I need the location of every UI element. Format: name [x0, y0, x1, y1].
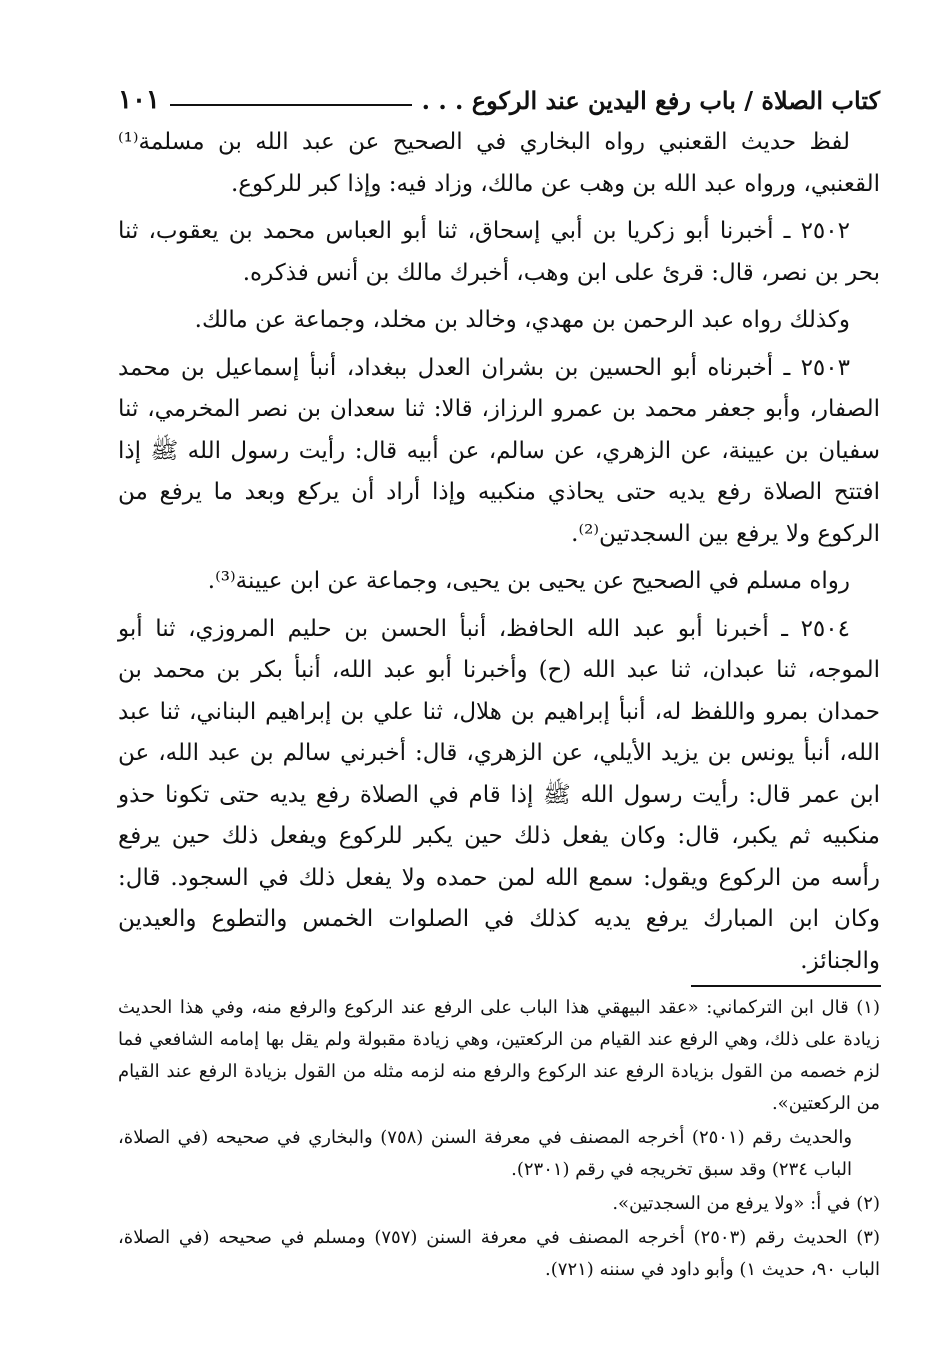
footnotes — [118, 992, 880, 1288]
page-number: ١٠١ — [118, 85, 160, 115]
footnote-1: (١) قال ابن التركماني: «عقد البيهقي هذا الباب على الرفع عند الركوع والرفع منه، وفي هذا الحديث زيادة على ذلك، وهي الرفع عند القيام من الركعتين، وهي زيادة مقبولة ولم يقل بها إمامه الشافعي فما لزم خصمه من القول بزيادة الرفع عند الركوع والرفع منه لزمه مثله من القول بزيادة الرفع عند القيام من الركعتين». — [118, 997, 880, 1114]
footnote-2: (٢) في أ: «ولا يرفع من السجدتين». — [612, 1193, 880, 1214]
main-text — [118, 122, 880, 988]
paragraph: وكذلك رواه عبد الرحمن بن مهدي، وخالد بن مخلد، وجماعة عن مالك. — [194, 307, 850, 333]
hadith-2502: ٢٥٠٢ ـ أخبرنا أبو زكريا بن أبي إسحاق، ثنا أبو العباس محمد بن يعقوب، ثنا بحر بن نصر، قال: قرئ على ابن وهب، أخبرك مالك بن أنس فذكره. — [118, 218, 880, 286]
footnote-1-continuation: والحديث رقم (٢٥٠١) أخرجه المصنف في معرفة السنن (٧٥٨) والبخاري في صحيحه (في الصلاة، الباب ٢٣٤) وقد سبق تخريجه في رقم (٢٣٠١). — [118, 1127, 853, 1180]
footnote-3: (٣) الحديث رقم (٢٥٠٣) أخرجه المصنف في معرفة السنن (٧٥٧) ومسلم في صحيحه (في الصلاة، الباب ٩٠، حديث ١) وأبو داود في سننه (٧٢١). — [118, 1227, 880, 1280]
page-header — [118, 80, 880, 120]
hadith-2504: ٢٥٠٤ ـ أخبرنا أبو عبد الله الحافظ، أنبأ الحسن بن حليم المروزي، ثنا أبو الموجه، ثنا عبدان، ثنا عبد الله (ح) وأخبرنا أبو عبد الله، أنبأ بكر بن محمد بن حمدان بمرو واللفظ له، أنبأ إبراهيم بن هلال، ثنا علي بن إبراهيم البناني، ثنا عبد الله، أنبأ يونس بن يزيد الأيلي، عن الزهري، قال: أخبرني سالم بن عبد الله، عن ابن عمر قال: رأيت رسول الله ﷺ إذا قام في الصلاة رفع يديه حتى تكونا حذو منكبيه ثم يكبر، قال: وكان يفعل ذلك حين يكبر للركوع ويفعل ذلك حين يرفع رأسه من الركوع ويقول: سمع الله لمن حمده ولا يفعل ذلك في السجود. قال: وكان ابن المبارك يرفع يديه كذلك في الصلوات الخمس والتطوع والعيدين والجنائز. — [118, 615, 880, 974]
header-rule — [170, 104, 412, 106]
hadith-2503: ٢٥٠٣ ـ أخبرناه أبو الحسين بن بشران العدل ببغداد، أنبأ إسماعيل بن محمد الصفار، وأبو جعفر محمد بن عمرو الرزاز، قالا: ثنا سعدان بن نصر المخرمي، ثنا سفيان بن عيينة، عن الزهري، عن سالم، عن أبيه قال: رأيت رسول الله ﷺ إذا افتتح الصلاة رفع يديه حتى يحاذي منكبيه وإذا أراد أن يركع وبعد ما يرفع من الركوع ولا يرفع بين السجدتين⁽²⁾. — [118, 354, 880, 547]
footnote-separator — [691, 985, 881, 987]
paragraph: لفظ حديث القعنبي رواه البخاري في الصحيح عن عبد الله بن مسلمة⁽¹⁾ القعنبي، ورواه عبد الله بن وهب عن مالك، وزاد فيه: وإذا كبر للركوع. — [118, 129, 880, 197]
paragraph: رواه مسلم في الصحيح عن يحيى بن يحيى، وجماعة عن ابن عيينة⁽³⁾. — [207, 568, 850, 594]
running-title: كتاب الصلاة / باب رفع اليدين عند الركوع . . . — [421, 85, 880, 115]
